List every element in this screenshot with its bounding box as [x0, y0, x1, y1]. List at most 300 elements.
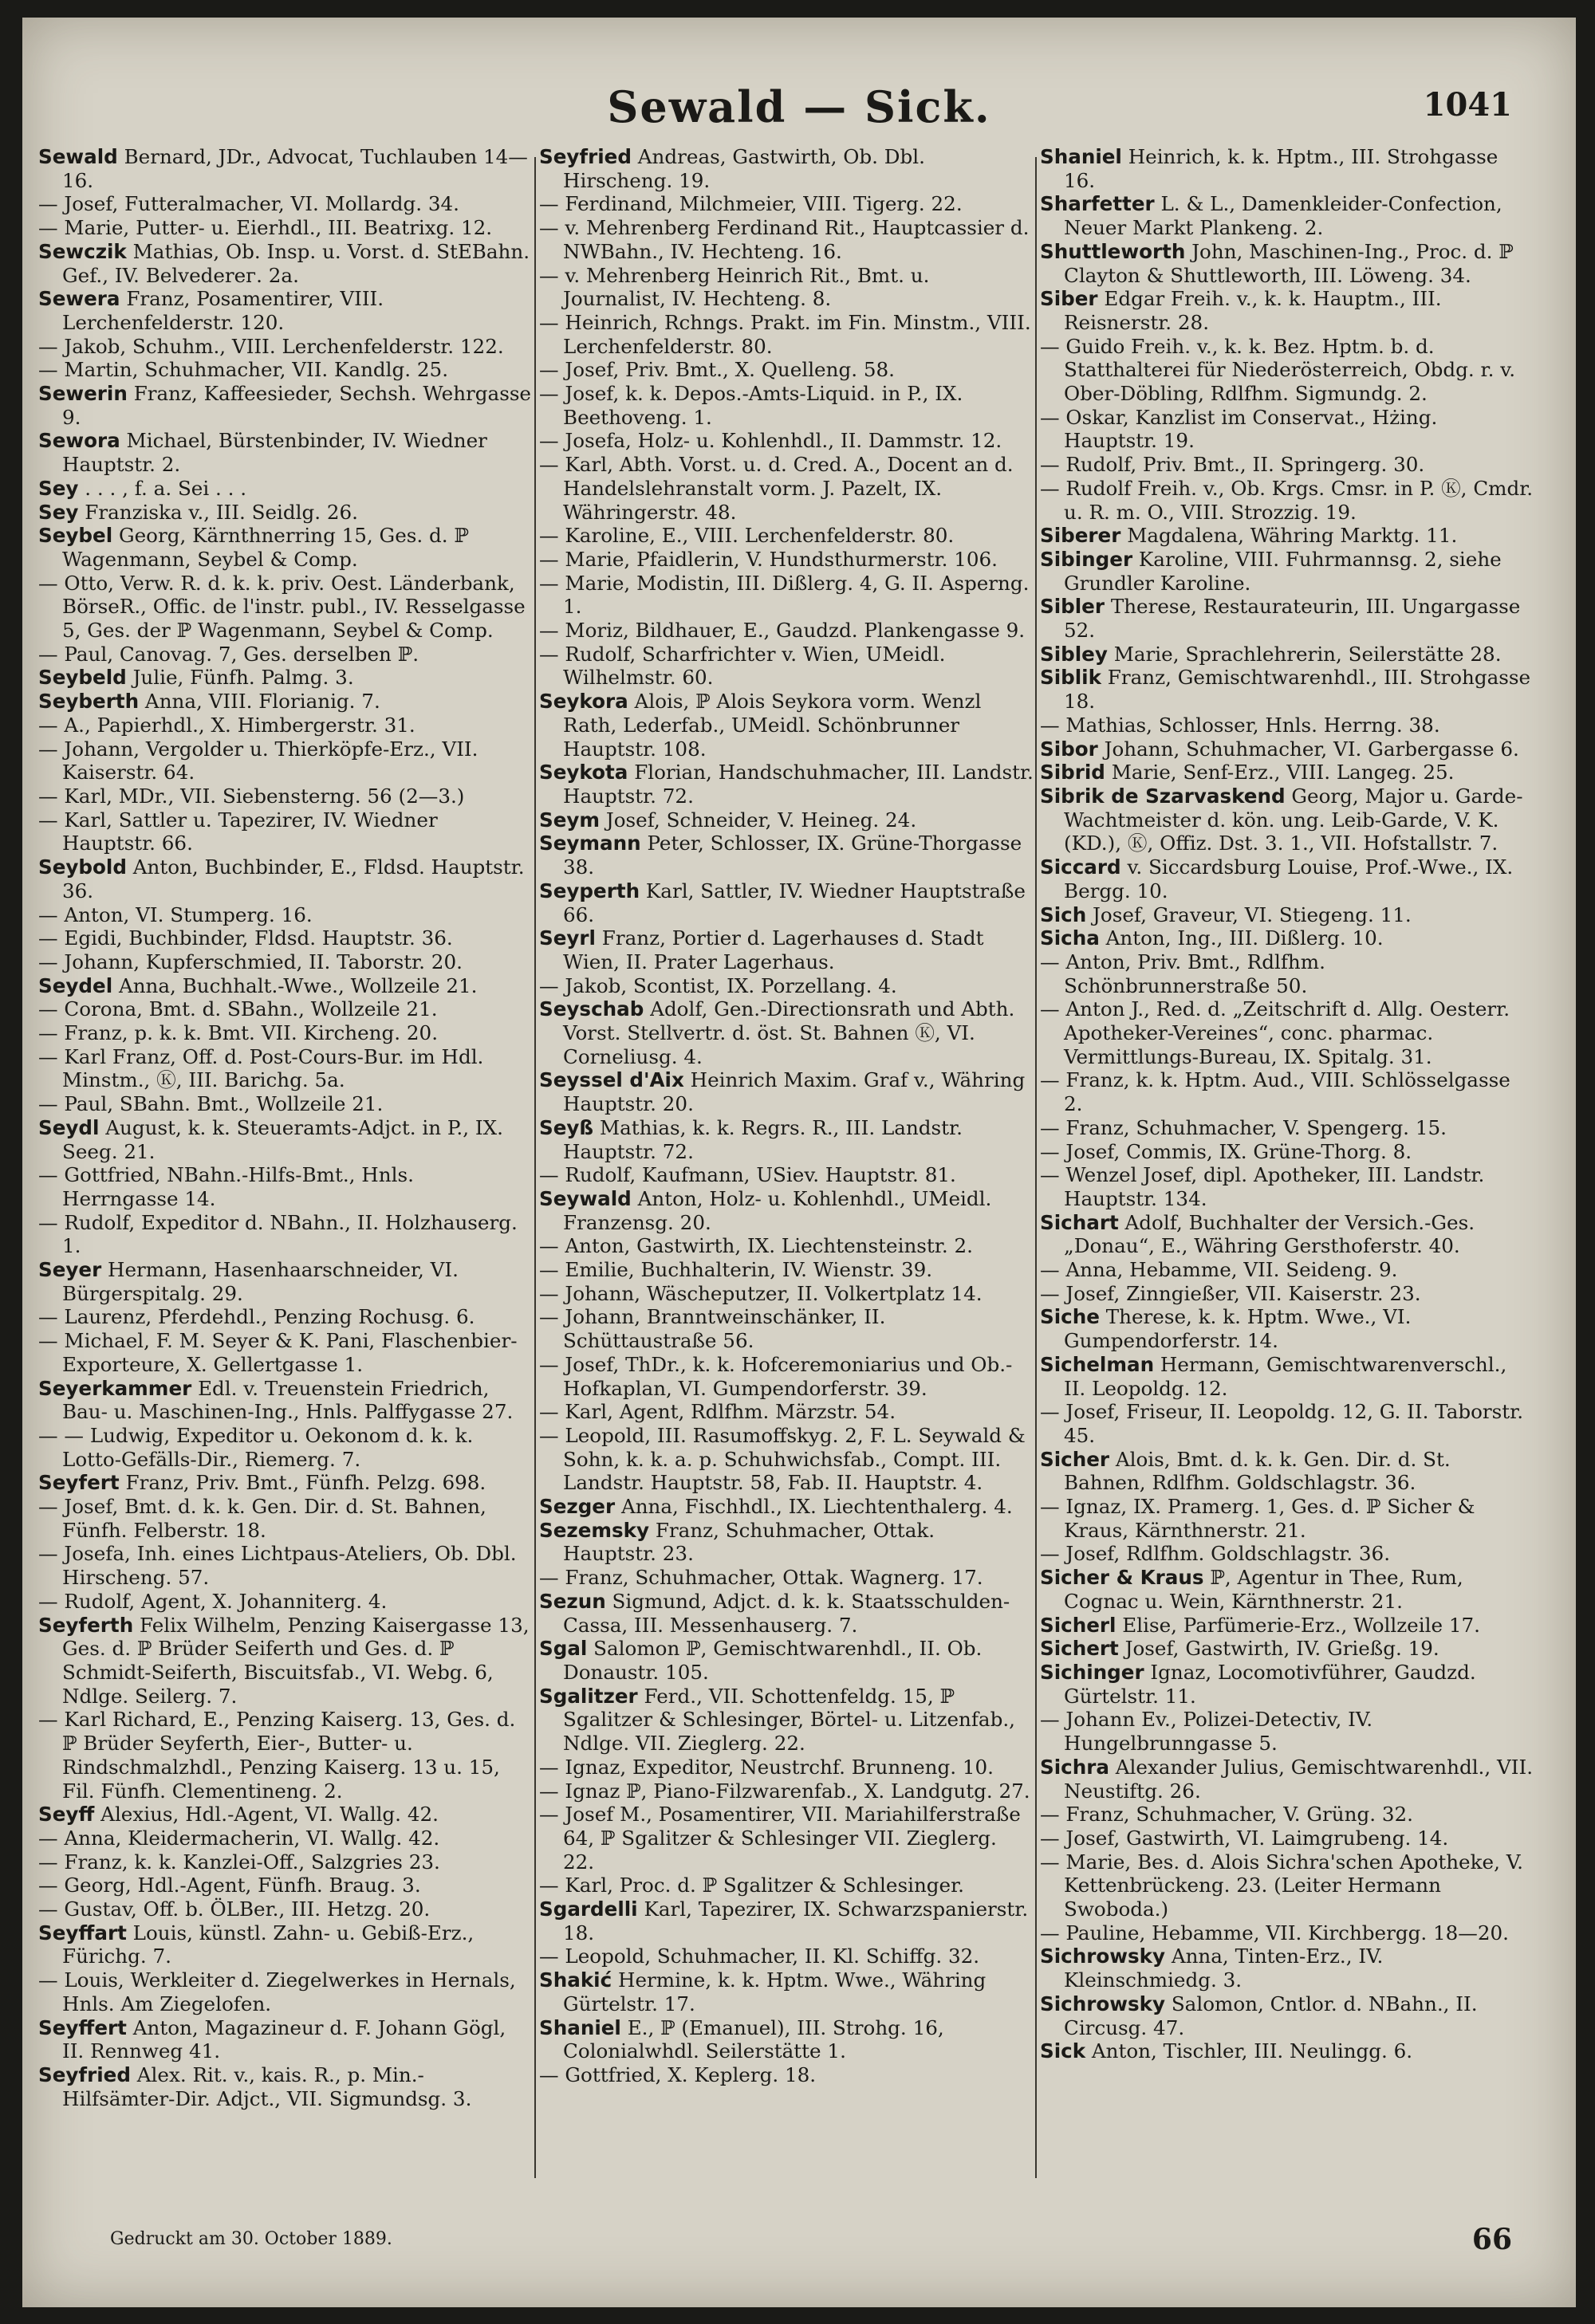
- directory-entry: [1040, 903, 1534, 927]
- entry-text: — Johann, Branntweinschänker, II. Schüttaustraße 56.: [539, 1305, 886, 1353]
- entry-text: — Otto, Verw. R. d. k. k. priv. Oest. Länderbank, BörseR., Offic. de l'instr. publ., IV. Resselgasse 5, Ges. der ℙ Wagenmann, Seybel & Comp.: [38, 571, 526, 643]
- entry-text: Karoline, VIII. Fuhrmannsg. 2, siehe Grundler Karoline.: [1064, 547, 1502, 595]
- directory-entry: [539, 2063, 1034, 2087]
- entry-text: — Gottfried, X. Keplerg. 18.: [539, 2063, 817, 2086]
- directory-entry: [1040, 1068, 1534, 1115]
- entry-surname: Sibor: [1040, 737, 1098, 761]
- entry-text: Adolf, Buchhalter der Versich.-Ges. „Donau“, E., Währing Gersthoferstr. 40.: [1064, 1210, 1475, 1258]
- directory-entry: [38, 808, 533, 855]
- entry-text: Sigmund, Adjct. d. k. k. Staatsschulden-Cassa, III. Messenhauserg. 7.: [563, 1589, 1010, 1637]
- entry-surname: Sewczik: [38, 239, 127, 263]
- entry-text: Anna, Tinten-Erz., IV. Kleinschmiedg. 3.: [1064, 1945, 1384, 1992]
- directory-entry: [1040, 548, 1534, 595]
- directory-entry: [38, 1092, 533, 1116]
- entry-text: Georg, Major u. Garde-Wachtmeister d. kön. ung. Leib-Garde, V. K. (KD.), Ⓚ, Offiz. Dst. 3. 1., VII. Hofstallstr. 7.: [1064, 784, 1523, 855]
- entry-text: Bernard, JDr., Advocat, Tuchlauben 14—16.: [62, 145, 528, 192]
- entry-text: — Karoline, E., VIII. Lerchenfelderstr. 80.: [539, 524, 955, 548]
- directory-entry: [38, 855, 533, 902]
- directory-entry: [38, 216, 533, 240]
- directory-entry: [1040, 926, 1534, 950]
- directory-entry: [38, 1614, 533, 1709]
- directory-entry: [38, 903, 533, 927]
- directory-entry: [38, 1590, 533, 1614]
- entry-text: Julie, Fünfh. Palmg. 3.: [126, 666, 354, 690]
- entry-text: — Josef, Commis, IX. Grüne-Thorg. 8.: [1040, 1139, 1412, 1163]
- entry-text: John, Maschinen-Ing., Proc. d. ℙ Clayton & Shuttleworth, III. Löweng. 34.: [1064, 239, 1514, 287]
- entry-text: — Georg, Hdl.-Agent, Fünfh. Braug. 3.: [38, 1874, 421, 1897]
- directory-entry: [38, 643, 533, 667]
- directory-entry: [1040, 761, 1534, 784]
- column-divider: [534, 157, 536, 2178]
- entry-text: — Johann, Kupferschmied, II. Taborstr. 20.: [38, 950, 463, 973]
- entry-surname: Sichrowsky: [1040, 1992, 1166, 2015]
- directory-entry: [1040, 1116, 1534, 1140]
- directory-entry: [1040, 950, 1534, 997]
- entry-surname: Siblik: [1040, 666, 1101, 690]
- entry-text: — Gottfried, NBahn.-Hilfs-Bmt., Hnls. Herrngasse 14.: [38, 1163, 414, 1210]
- directory-entry: [1040, 192, 1534, 239]
- entry-text: Louis, künstl. Zahn- u. Gebiß-Erz., Fürichg. 7.: [62, 1921, 475, 1968]
- entry-surname: Sichert: [1040, 1637, 1119, 1661]
- entry-text: Johann, Schuhmacher, VI. Garbergasse 6.: [1097, 737, 1519, 761]
- entry-text: Michael, Bürstenbinder, IV. Wiedner Hauptstr. 2.: [62, 429, 487, 477]
- directory-entry: [1040, 997, 1534, 1068]
- directory-entry: [1040, 477, 1534, 524]
- directory-entry: [539, 1897, 1034, 1945]
- entry-surname: Seyrl: [539, 926, 596, 950]
- entry-text: — Wenzel Josef, dipl. Apotheker, III. Landstr. Hauptstr. 134.: [1040, 1163, 1485, 1210]
- entry-text: August, k. k. Steueramts-Adjct. in P., IX. Seeg. 21.: [62, 1115, 503, 1163]
- entry-text: — Karl, Sattler u. Tapezirer, IV. Wiedner Hauptstr. 66.: [38, 808, 438, 855]
- entry-surname: Sicha: [1040, 926, 1100, 950]
- entry-text: — Gustav, Off. b. ÖLBer., III. Hetzg. 20.: [38, 1897, 431, 1921]
- directory-entry: [1040, 643, 1534, 667]
- entry-text: — v. Mehrenberg Heinrich Rit., Bmt. u. Journalist, IV. Hechteng. 8.: [539, 263, 930, 311]
- entry-text: — Paul, Canovag. 7, Ges. derselben ℙ.: [38, 642, 419, 666]
- entry-text: — Karl, Agent, Rdlfhm. Märzstr. 54.: [539, 1400, 896, 1424]
- entry-surname: Sey: [38, 476, 79, 500]
- directory-entry: [539, 1234, 1034, 1258]
- entry-text: — Josef, Friseur, II. Leopoldg. 12, G. II. Taborstr. 45.: [1040, 1400, 1524, 1447]
- directory-entry: [539, 1495, 1034, 1519]
- entry-text: — Josef, Zinngießer, VII. Kaiserstr. 23.: [1040, 1281, 1421, 1305]
- entry-text: — Michael, F. M. Seyer & K. Pani, Flaschenbier-Exporteure, X. Gellertgasse 1.: [38, 1329, 518, 1376]
- entry-text: — Jakob, Schuhm., VIII. Lerchenfelderstr. 122.: [38, 334, 504, 358]
- entry-text: — Rudolf, Expeditor d. NBahn., II. Holzhauserg. 1.: [38, 1210, 518, 1258]
- entry-text: — Johann Ev., Polizei-Detectiv, IV. Hungelbrunngasse 5.: [1040, 1708, 1373, 1756]
- entry-text: Franz, Schuhmacher, Ottak. Hauptstr. 23.: [563, 1518, 935, 1566]
- entry-text: — Josef, ThDr., k. k. Hofceremoniarius und Ob.-Hofkaplan, VI. Gumpendorferstr. 39.: [539, 1352, 1013, 1400]
- entry-surname: Seybold: [38, 855, 127, 879]
- directory-entry: [1040, 1305, 1534, 1352]
- directory-entry: [38, 1258, 533, 1305]
- directory-entry: [1040, 406, 1534, 453]
- entry-surname: Sibrid: [1040, 761, 1105, 784]
- entry-text: — Corona, Bmt. d. SBahn., Wollzeile 21.: [38, 997, 438, 1021]
- directory-entry: [1040, 1756, 1534, 1803]
- entry-surname: Seyff: [38, 1803, 95, 1827]
- entry-text: Alex. Rit. v., kais. R., p. Min.-Hilfsämter-Dir. Adjct., VII. Sigmundsg. 3.: [62, 2063, 472, 2110]
- entry-text: — Josef, Futteralmacher, VI. Mollardg. 34.: [38, 192, 459, 216]
- entry-text: Karl, Tapezirer, IX. Schwarzspanierstr. 18.: [563, 1897, 1029, 1945]
- entry-surname: Siber: [1040, 287, 1098, 311]
- entry-surname: Shakić: [539, 1968, 612, 1992]
- entry-text: Hermann, Hasenhaarschneider, VI. Bürgerspitalg. 29.: [62, 1258, 459, 1305]
- directory-entry: [1040, 1211, 1534, 1258]
- entry-text: — Josef M., Posamentirer, VII. Mariahilferstraße 64, ℙ Sgalitzer & Schlesinger VII. Zieglerg. 22.: [539, 1803, 1021, 1874]
- entry-surname: Seykora: [539, 690, 628, 714]
- directory-entry: [1040, 1945, 1534, 1992]
- directory-entry: [38, 690, 533, 714]
- entry-text: Hermine, k. k. Hptm. Wwe., Währing Gürtelstr. 17.: [563, 1968, 987, 2015]
- directory-entry: [539, 311, 1034, 358]
- entry-surname: Seyerkammer: [38, 1376, 192, 1400]
- directory-entry: [38, 240, 533, 287]
- directory-entry: [539, 548, 1034, 572]
- directory-entry: [38, 2063, 533, 2110]
- entry-text: — v. Mehrenberg Ferdinand Rit., Hauptcassier d. NWBahn., IV. Hechteng. 16.: [539, 216, 1030, 263]
- directory-entry: [38, 572, 533, 643]
- directory-entry: [539, 1874, 1034, 1897]
- directory-entry: [539, 1779, 1034, 1803]
- entry-surname: Sibley: [1040, 642, 1108, 666]
- directory-entry: [38, 1045, 533, 1092]
- entry-text: Ferd., VII. Schottenfeldg. 15, ℙ Sgalitzer & Schlesinger, Börtel- u. Litzenfab., Ndlge. VII. Zieglerg. 22.: [563, 1684, 1015, 1756]
- directory-entry: [539, 1258, 1034, 1282]
- directory-entry: [1040, 737, 1534, 761]
- entry-surname: Sewora: [38, 429, 120, 453]
- page-header: [22, 73, 1576, 145]
- entry-text: Andreas, Gastwirth, Ob. Dbl. Hirscheng. 19.: [563, 145, 925, 192]
- directory-entry: [1040, 1163, 1534, 1210]
- entry-text: Franz, Priv. Bmt., Fünfh. Pelzg. 698.: [119, 1471, 486, 1495]
- directory-entry: [38, 1329, 533, 1376]
- directory-entry: [38, 1803, 533, 1827]
- entry-text: — Marie, Pfaidlerin, V. Hundsthurmerstr. 106.: [539, 547, 998, 571]
- directory-entry: [539, 264, 1034, 311]
- entry-text: Anna, Buchhalt.-Wwe., Wollzeile 21.: [112, 973, 478, 997]
- entry-text: Mathias, Ob. Insp. u. Vorst. d. StEBahn. Gef., IV. Belvederег. 2a.: [62, 239, 530, 287]
- entry-surname: Sibinger: [1040, 547, 1133, 571]
- entry-text: — A., Papierhdl., X. Himbergerstr. 31.: [38, 713, 415, 737]
- directory-entry: [539, 1945, 1034, 1968]
- directory-entry: [1040, 453, 1534, 477]
- entry-text: — Guido Freih. v., k. k. Bez. Hptm. b. d. Statthalterei für Niederösterreich, Obdg. r. v. Ober-Döbling, Rdlfhm. Sigmundg. 2.: [1040, 334, 1516, 406]
- directory-entry: [1040, 666, 1534, 713]
- directory-entry: [38, 1495, 533, 1542]
- entry-surname: Sezemsky: [539, 1518, 650, 1542]
- directory-entry: [38, 477, 533, 501]
- entry-surname: Sich: [1040, 902, 1087, 926]
- directory-entry: [38, 784, 533, 808]
- entry-text: — Franz, p. k. k. Bmt. VII. Kircheng. 20.: [38, 1021, 439, 1045]
- entry-surname: Sicher: [1040, 1447, 1110, 1471]
- entry-text: Ignaz, Locomotivführer, Gaudzd. Gürtelstr. 11.: [1064, 1661, 1476, 1708]
- directory-entry: [539, 1353, 1034, 1400]
- directory-entry: [38, 1897, 533, 1921]
- directory-entry: [38, 950, 533, 974]
- directory-entry: [539, 997, 1034, 1068]
- entry-text: Franz, Kaffeesieder, Sechsh. Wehrgasse 9.: [62, 382, 531, 429]
- directory-entry: [539, 1116, 1034, 1163]
- entry-text: Anna, Fischhdl., IX. Liechtenthalerg. 4.: [615, 1495, 1013, 1519]
- entry-surname: Sezger: [539, 1495, 616, 1519]
- directory-entry: [38, 1116, 533, 1163]
- entry-surname: Seywald: [539, 1186, 632, 1210]
- entry-surname: Sgal: [539, 1637, 588, 1661]
- directory-entry: [1040, 1448, 1534, 1495]
- directory-entry: [1040, 1637, 1534, 1661]
- entry-text: — Karl, MDr., VII. Siebensterng. 56 (2—3.): [38, 784, 465, 808]
- entry-text: Therese, k. k. Hptm. Wwe., VI. Gumpendorferstr. 14.: [1064, 1305, 1412, 1353]
- entry-text: Anton, Holz- u. Kohlenhdl., UMeidl. Franzensg. 20.: [563, 1186, 992, 1234]
- entry-surname: Seybel: [38, 524, 113, 548]
- column-2: [539, 145, 1034, 2087]
- entry-surname: Sichra: [1040, 1755, 1109, 1779]
- directory-entry: [38, 714, 533, 737]
- entry-text: — Anton, VI. Stumperg. 16.: [38, 902, 313, 926]
- entry-text: — Franz, Schuhmacher, V. Grüng. 32.: [1040, 1803, 1413, 1827]
- entry-surname: Shaniel: [1040, 145, 1122, 168]
- directory-entry: [1040, 335, 1534, 406]
- directory-entry: [539, 1803, 1034, 1874]
- entry-text: Adolf, Gen.-Directionsrath und Abth. Vorst. Stellvertr. d. öst. St. Bahnen Ⓚ, VI. Corneliusg. 4.: [563, 997, 1015, 1068]
- directory-entry: [38, 1827, 533, 1850]
- directory-entry: [38, 974, 533, 998]
- entry-surname: Seyfert: [38, 1471, 120, 1495]
- directory-entry: [539, 643, 1034, 690]
- directory-entry: [1040, 1566, 1534, 1613]
- entry-text: Heinrich Maxim. Graf v., Währing Hauptstr. 20.: [563, 1068, 1026, 1116]
- directory-entry: [1040, 1827, 1534, 1850]
- entry-text: — Johann, Vergolder u. Thierköpfe-Erz., VII. Kaiserstr. 64.: [38, 737, 478, 784]
- entry-surname: Seymann: [539, 832, 641, 855]
- entry-text: — Karl Richard, E., Penzing Kaiserg. 13, Ges. d. ℙ Brüder Seyferth, Eier-, Butter- u. Rindschmalzhdl., Penzing Kaiserg. 13 u. 15, Fil. Fünfh. Clementineng. 2.: [38, 1708, 516, 1803]
- directory-entry: [1040, 1258, 1534, 1282]
- entry-text: Hermann, Gemischtwarenverschl., II. Leopoldg. 12.: [1064, 1352, 1507, 1400]
- directory-entry: [539, 1519, 1034, 1566]
- entry-surname: Seyperth: [539, 879, 640, 902]
- directory-entry: [539, 832, 1034, 879]
- entry-text: — Rudolf, Kaufmann, USiev. Hauptstr. 81.: [539, 1163, 956, 1187]
- directory-entry: [38, 1921, 533, 1968]
- entry-surname: Sgalitzer: [539, 1684, 638, 1708]
- entry-text: E., ℙ (Emanuel), III. Strohg. 16, Colonialwhdl. Seilerstätte 1.: [563, 2015, 944, 2063]
- entry-surname: Shuttleworth: [1040, 239, 1186, 263]
- entry-text: Therese, Restaurateurin, III. Ungargasse 52.: [1064, 595, 1521, 643]
- directory-entry: [1040, 1708, 1534, 1755]
- directory-entry: [539, 2016, 1034, 2063]
- entry-text: Felix Wilhelm, Penzing Kaisergasse 13, Ges. d. ℙ Brüder Seiferth und Ges. d. ℙ Schmidt-Seiferth, Biscuitsfab., VI. Webg. 6, Ndlge. Seilerg. 7.: [62, 1613, 530, 1708]
- directory-entry: [38, 1163, 533, 1210]
- entry-text: — Pauline, Hebamme, VII. Kirchbergg. 18—20.: [1040, 1921, 1509, 1945]
- entry-text: — Josefa, Holz- u. Kohlenhdl., II. Dammstr. 12.: [539, 429, 1002, 453]
- page-footer: [22, 2218, 1576, 2266]
- directory-entry: [38, 737, 533, 784]
- entry-text: Elise, Parfümerie-Erz., Wollzeile 17.: [1116, 1613, 1480, 1637]
- entry-text: — Marie, Bes. d. Alois Sichra'schen Apotheke, V. Kettenbrückeng. 23. (Leiter Hermann Swoboda.): [1040, 1850, 1523, 1921]
- entry-text: — Josef, Rdlfhm. Goldschlagstr. 36.: [1040, 1542, 1391, 1566]
- entry-surname: Seyschab: [539, 997, 644, 1021]
- entry-text: — Anton J., Red. d. „Zeitschrift d. Allg. Oesterr. Apotheker-Vereines“, conc. pharmac. Vermittlungs-Bureau, IX. Spitalg. 31.: [1040, 997, 1510, 1068]
- entry-text: — Karl, Proc. d. ℙ Sgalitzer & Schlesinger.: [539, 1874, 964, 1897]
- entry-text: — Karl, Abth. Vorst. u. d. Cred. A., Docent an d. Handelslehranstalt vorm. J. Pazelt, IX. Währingerstr. 48.: [539, 453, 1014, 524]
- entry-text: — Heinrich, Rchngs. Prakt. im Fin. Minstm., VIII. Lerchenfelderstr. 80.: [539, 310, 1031, 358]
- entry-text: Magdalena, Währing Marktg. 11.: [1120, 524, 1458, 548]
- directory-entry: [38, 1211, 533, 1258]
- entry-text: — Moriz, Bildhauer, E., Gaudzd. Plankengasse 9.: [539, 619, 1026, 643]
- entry-surname: Shaniel: [539, 2015, 621, 2039]
- directory-entry: [539, 1400, 1034, 1424]
- directory-entry: [1040, 1353, 1534, 1400]
- directory-entry: [1040, 1661, 1534, 1708]
- entry-surname: Sewerin: [38, 382, 128, 406]
- directory-entry: [1040, 1850, 1534, 1921]
- entry-text: Anton, Magazineur d. F. Johann Gögl, II. Rennweg 41.: [62, 2015, 506, 2063]
- entry-text: — Josefa, Inh. eines Lichtpaus-Ateliers, Ob. Dbl. Hirscheng. 57.: [38, 1542, 517, 1590]
- directory-entry: [539, 1685, 1034, 1756]
- directory-entry: [539, 1068, 1034, 1115]
- entry-text: — Ferdinand, Milchmeier, VIII. Tigerg. 22.: [539, 192, 963, 216]
- entry-text: — — Ludwig, Expeditor u. Oekonom d. k. k. Lotto-Gefälls-Dir., Riemerg. 7.: [38, 1423, 474, 1471]
- entry-text: Edl. v. Treuenstein Friedrich, Bau- u. Maschinen-Ing., Hnls. Palffygasse 27.: [62, 1376, 514, 1424]
- entry-text: Karl, Sattler, IV. Wiedner Hauptstraße 66.: [563, 879, 1026, 926]
- directory-entry: [1040, 2039, 1534, 2063]
- entry-surname: Seyer: [38, 1258, 102, 1282]
- directory-entry: [38, 926, 533, 950]
- directory-entry: [539, 1187, 1034, 1234]
- directory-entry: [539, 879, 1034, 926]
- directory-entry: [1040, 1614, 1534, 1638]
- directory-entry: [38, 1968, 533, 2015]
- directory-entry: [38, 358, 533, 382]
- directory-entry: [38, 501, 533, 525]
- entry-text: Marie, Senf-Erz., VIII. Langeg. 25.: [1105, 761, 1455, 784]
- directory-entry: [539, 216, 1034, 263]
- entry-surname: Sewald: [38, 145, 118, 168]
- directory-entry: [38, 1377, 533, 1424]
- directory-entry: [539, 382, 1034, 429]
- entry-text: — Oskar, Kanzlist im Conservat., Hżing. Hauptstr. 19.: [1040, 405, 1438, 453]
- entry-text: Alexander Julius, Gemischtwarenhdl., VII. Neustiftg. 26.: [1064, 1755, 1534, 1803]
- entry-surname: Sick: [1040, 2039, 1086, 2063]
- directory-entry: [38, 1305, 533, 1329]
- page-number: 1041: [1423, 86, 1512, 124]
- directory-entry: [539, 453, 1034, 524]
- entry-surname: Seyfried: [38, 2063, 131, 2086]
- entry-text: Florian, Handschuhmacher, III. Landstr. Hauptstr. 72.: [563, 761, 1034, 808]
- directory-entry: [38, 1850, 533, 1874]
- directory-entry: [38, 429, 533, 476]
- entry-text: — Paul, SBahn. Bmt., Wollzeile 21.: [38, 1092, 384, 1116]
- entry-text: Anton, Tischler, III. Neulingg. 6.: [1085, 2039, 1413, 2063]
- entry-text: Alois, ℙ Alois Seykora vorm. Wenzl Rath, Lederfab., UMeidl. Schönbrunner Hauptstr. 108.: [563, 690, 982, 761]
- entry-surname: Sichinger: [1040, 1661, 1144, 1684]
- entry-text: Mathias, k. k. Regrs. R., III. Landstr. Hauptstr. 72.: [563, 1115, 963, 1163]
- directory-entry: [539, 1566, 1034, 1590]
- entry-text: Marie, Sprachlehrerin, Seilerstätte 28.: [1107, 642, 1502, 666]
- directory-entry: [539, 926, 1034, 973]
- directory-entry: [38, 382, 533, 429]
- directory-entry: [38, 997, 533, 1021]
- entry-text: — Josef, Gastwirth, VI. Laimgrubeng. 14.: [1040, 1826, 1449, 1850]
- directory-entry: [1040, 145, 1534, 192]
- directory-entry: [539, 974, 1034, 998]
- entry-surname: Seyfried: [539, 145, 632, 168]
- entry-text: Franz, Portier d. Lagerhauses d. Stadt Wien, II. Prater Lagerhaus.: [563, 926, 984, 973]
- entry-text: Alexius, Hdl.-Agent, VI. Wallg. 42.: [94, 1803, 439, 1827]
- entry-text: — Egidi, Buchbinder, Fldsd. Hauptstr. 36.: [38, 926, 453, 950]
- directory-entry: [38, 287, 533, 334]
- directory-entry: [539, 619, 1034, 643]
- entry-surname: Seyferth: [38, 1613, 134, 1637]
- entry-surname: Seydel: [38, 973, 113, 997]
- directory-entry: [539, 1424, 1034, 1495]
- column-3: [1040, 145, 1534, 2063]
- entry-text: Franz, Posamentirer, VIII. Lerchenfelderstr. 120.: [62, 287, 384, 334]
- entry-text: — Rudolf Freih. v., Ob. Krgs. Cmsr. in P. Ⓚ, Cmdr. u. R. m. O., VIII. Strozzig. 19.: [1040, 476, 1534, 524]
- entry-text: — Anna, Kleidermacherin, VI. Wallg. 42.: [38, 1826, 440, 1850]
- entry-surname: Sichrowsky: [1040, 1945, 1166, 1968]
- directory-entry: [1040, 1921, 1534, 1945]
- entry-surname: Sey: [38, 500, 79, 524]
- entry-text: Josef, Schneider, V. Heineg. 24.: [600, 808, 917, 832]
- entry-text: — Ignaz, IX. Pramerg. 1, Ges. d. ℙ Sicher & Kraus, Kärnthnerstr. 21.: [1040, 1495, 1475, 1542]
- entry-text: — Anton, Priv. Bmt., Rdlfhm. Schönbrunnerstraße 50.: [1040, 950, 1325, 997]
- entry-text: — Johann, Wäscheputzer, II. Volkertplatz 14.: [539, 1281, 983, 1305]
- entry-text: Anna, VIII. Florianig. 7.: [139, 690, 380, 714]
- entry-surname: Seyffert: [38, 2015, 127, 2039]
- directory-entry: [38, 145, 533, 192]
- directory-entry: [539, 192, 1034, 216]
- entry-surname: Seyffart: [38, 1921, 127, 1945]
- directory-entry: [1040, 1400, 1534, 1447]
- directory-entry: [1040, 1282, 1534, 1306]
- entry-text: — Karl Franz, Off. d. Post-Cours-Bur. im Hdl. Minstm., Ⓚ, III. Barichg. 5a.: [38, 1044, 484, 1092]
- page-title: Sewald — Sick.: [607, 81, 991, 132]
- column-1: [38, 145, 533, 2110]
- entry-surname: Sichelman: [1040, 1352, 1155, 1376]
- print-date: Gedruckt am 30. October 1889.: [110, 2229, 392, 2249]
- entry-surname: Seyberth: [38, 690, 140, 714]
- entry-text: — Rudolf, Agent, X. Johanniterg. 4.: [38, 1589, 388, 1613]
- entry-text: — Rudolf, Priv. Bmt., II. Springerg. 30.: [1040, 453, 1425, 477]
- entry-text: Josef, Gastwirth, IV. Grießg. 19.: [1118, 1637, 1439, 1661]
- entry-text: Edgar Freih. v., k. k. Hauptm., III. Reisnerstr. 28.: [1064, 287, 1442, 334]
- directory-entry: [38, 192, 533, 216]
- directory-entry: [539, 1756, 1034, 1779]
- entry-text: Franziska v., III. Seidlg. 26.: [78, 500, 358, 524]
- entry-text: — Mathias, Schlosser, Hnls. Herrng. 38.: [1040, 713, 1440, 737]
- entry-surname: Siccard: [1040, 855, 1121, 879]
- entry-surname: Sezun: [539, 1589, 606, 1613]
- entry-text: Josef, Graveur, VI. Stiegeng. 11.: [1086, 902, 1412, 926]
- directory-entry: [1040, 287, 1534, 334]
- directory-entry: [38, 1542, 533, 1589]
- directory-entry: [1040, 240, 1534, 287]
- entry-text: — Franz, Schuhmacher, V. Spengerg. 15.: [1040, 1115, 1447, 1139]
- directory-entry: [539, 1968, 1034, 2015]
- directory-entry: [38, 335, 533, 359]
- directory-entry: [539, 808, 1034, 832]
- entry-text: — Anna, Hebamme, VII. Seideng. 9.: [1040, 1258, 1398, 1282]
- entry-text: — Leopold, Schuhmacher, II. Kl. Schiffg. 32.: [539, 1945, 980, 1968]
- entry-text: Peter, Schlosser, IX. Grüne-Thorgasse 38.: [563, 832, 1022, 879]
- entry-surname: Seydl: [38, 1115, 100, 1139]
- directory-entry: [38, 1471, 533, 1495]
- directory-entry: [38, 524, 533, 571]
- entry-text: — Marie, Modistin, III. Dißlerg. 4, G. II. Asperng. 1.: [539, 571, 1030, 619]
